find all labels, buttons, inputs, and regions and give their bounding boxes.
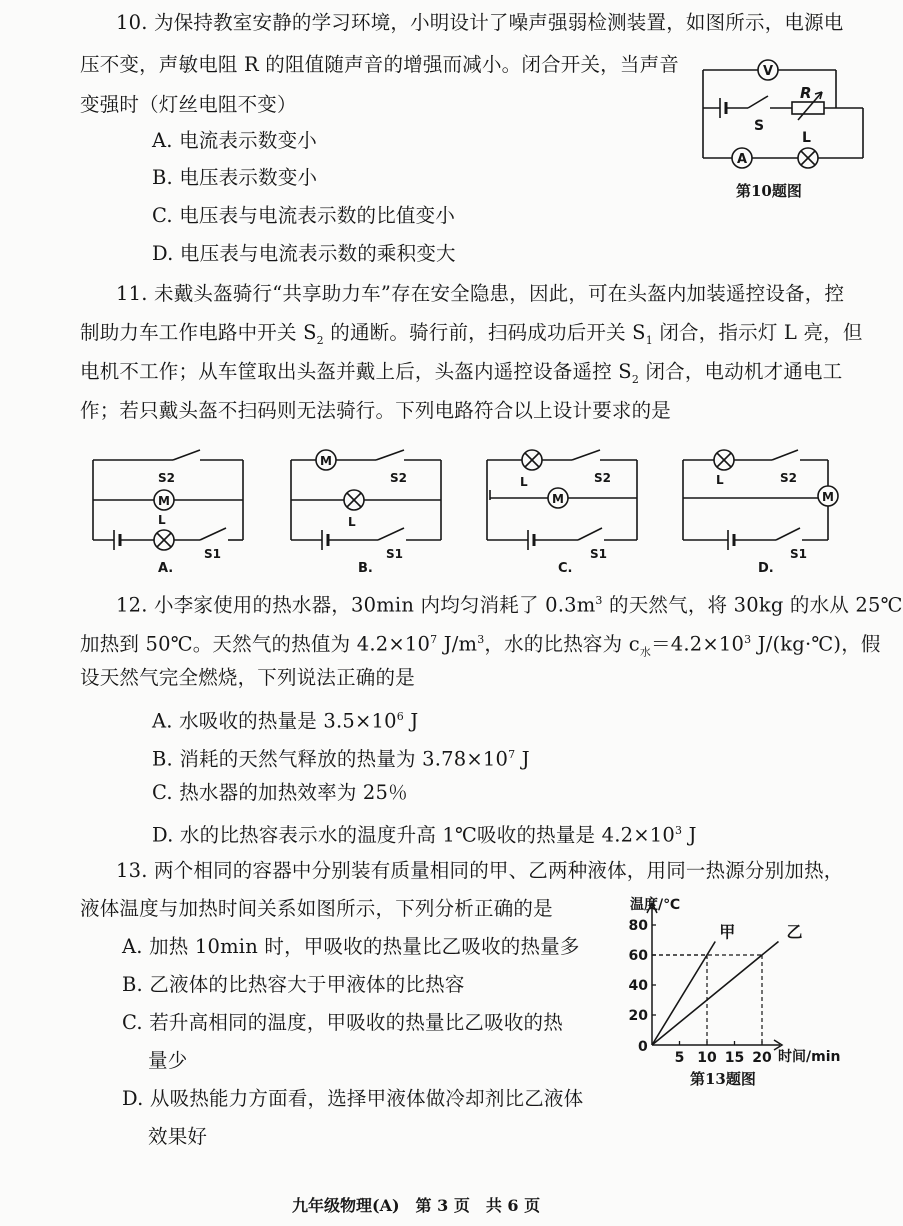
s1-label: S1: [790, 547, 807, 561]
s2-label: S2: [158, 471, 175, 485]
s1-label: S1: [386, 547, 403, 561]
q11-circuit-d: [678, 448, 848, 578]
lamp-label: L: [520, 475, 528, 489]
option-label: C.: [558, 561, 573, 576]
q10-option-c: C. 电压表与电流表示数的比值变小: [152, 204, 456, 227]
q11-line3: 电机不工作；从车筐取出头盔并戴上后，头盔内遥控设备遥控 $S_2$ 闭合，电动机才通电工: [80, 360, 843, 386]
motor-label: M: [320, 454, 332, 468]
q12-option-a: A. 水吸收的热量是 $3.5\times 10^6$ J: [152, 709, 419, 733]
q10-line2: 压不变，声敏电阻 R 的阻值随声音的增强而减小。闭合开关，当声音: [80, 53, 679, 76]
q13-option-d-2: 效果好: [148, 1125, 208, 1148]
q12-option-d: D. 水的比热容表示水的温度升高 1℃吸收的热量是 $4.2\times 10^3$ J: [152, 823, 697, 847]
motor-label: M: [552, 492, 564, 506]
option-label: D.: [758, 561, 774, 576]
option-label: B.: [358, 561, 373, 576]
lamp-label: L: [348, 515, 356, 529]
q10-figure-caption: 第10题图: [736, 182, 802, 200]
x-tick-label: 10: [697, 1050, 717, 1066]
q13-temperature-chart: [630, 895, 860, 1095]
q13-option-b: B. 乙液体的比热容大于甲液体的比热容: [122, 973, 465, 996]
switch-label: S: [754, 118, 765, 134]
series-line-0: [652, 942, 715, 1046]
option-label: A.: [158, 561, 174, 576]
s1-label: S1: [590, 547, 607, 561]
y-tick-label: 60: [628, 948, 648, 964]
x-axis-label: 时间/min: [778, 1049, 841, 1065]
q11-line4: 作；若只戴头盔不扫码则无法骑行。下列电路符合以上设计要求的是: [80, 399, 672, 422]
q10-option-a: A. 电流表示数变小: [152, 129, 317, 152]
q11-circuit-a: [88, 448, 248, 578]
y-axis-label: 温度/℃: [630, 897, 681, 913]
q11-circuit-b: [286, 448, 446, 578]
lamp-label: L: [802, 130, 811, 146]
q13-line2: 液体温度与加热时间关系如图所示，下列分析正确的是: [80, 897, 553, 920]
q13-option-c-2: 量少: [148, 1049, 188, 1072]
q13-option-c-1: C. 若升高相同的温度，甲吸收的热量比乙吸收的热: [122, 1011, 563, 1034]
x-tick-label: 15: [724, 1050, 745, 1066]
q10-option-b: B. 电压表示数变小: [152, 166, 318, 189]
page-footer: 九年级物理(A) 第 3 页 共 6 页: [292, 1196, 541, 1215]
motor-label: M: [158, 494, 170, 508]
lamp-label: L: [158, 513, 166, 527]
q11-line1: 11. 未戴头盔骑行“共享助力车”存在安全隐患，因此，可在头盔内加装遥控设备，控: [116, 282, 845, 305]
q10-line3: 变强时（灯丝电阻不变）: [80, 93, 297, 116]
series-line-1: [652, 942, 779, 1046]
series-label-1: 乙: [786, 922, 803, 942]
q13-line1: 13. 两个相同的容器中分别装有质量相同的甲、乙两种液体，用同一热源分别加热，: [116, 859, 844, 882]
q11-line2: 制助力车工作电路中开关 $S_2$ 的通断。骑行前，扫码成功后开关 $S_1$ 闭合，指示灯 L 亮，但: [80, 321, 863, 347]
y-tick-label: 20: [628, 1008, 648, 1024]
motor-label: M: [822, 490, 834, 504]
s2-label: S2: [780, 471, 797, 485]
s1-label: S1: [204, 547, 221, 561]
q10-circuit-figure: [698, 58, 868, 178]
y-tick-label: 80: [628, 918, 648, 934]
q10-line1: 10. 为保持教室安静的学习环境，小明设计了噪声强弱检测装置，如图所示，电源电: [116, 11, 844, 34]
lamp-label: L: [716, 473, 724, 487]
q13-option-d-1: D. 从吸热能力方面看，选择甲液体做冷却剂比乙液体: [122, 1087, 584, 1110]
x-tick-label: 5: [674, 1050, 685, 1066]
q11-circuit-c: [482, 448, 642, 578]
voltmeter-label: V: [762, 64, 774, 79]
ammeter-label: A: [736, 152, 748, 167]
resistor-label: R: [800, 84, 812, 102]
y-tick-label: 40: [628, 978, 648, 994]
q12-option-b: B. 消耗的天然气释放的热量为 $3.78\times 10^7$ J: [152, 747, 530, 771]
q12-line1: 12. 小李家使用的热水器，30min 内均匀消耗了 $0.3m^3$ 的天然气，将 30kg 的水从 25℃: [116, 593, 903, 617]
origin-label: 0: [638, 1039, 648, 1055]
s2-label: S2: [594, 471, 611, 485]
x-tick-label: 20: [752, 1050, 772, 1066]
series-label-0: 甲: [719, 922, 736, 942]
q12-line3: 设天然气完全燃烧，下列说法正确的是: [80, 666, 415, 689]
s2-label: S2: [390, 471, 407, 485]
q12-line2: 加热到 50℃。天然气的热值为 $4.2\times 10^7$ $J/m^3$，水的比热容为 $c_水=4.2\times 10^3$ J/(kg·℃)，假: [80, 632, 881, 659]
q13-option-a: A. 加热 10min 时，甲吸收的热量比乙吸收的热量多: [122, 935, 580, 958]
q13-figure-caption: 第13题图: [690, 1070, 756, 1088]
q10-option-d: D. 电压表与电流表示数的乘积变大: [152, 242, 456, 265]
q12-option-c: C. 热水器的加热效率为 25％: [152, 781, 408, 804]
